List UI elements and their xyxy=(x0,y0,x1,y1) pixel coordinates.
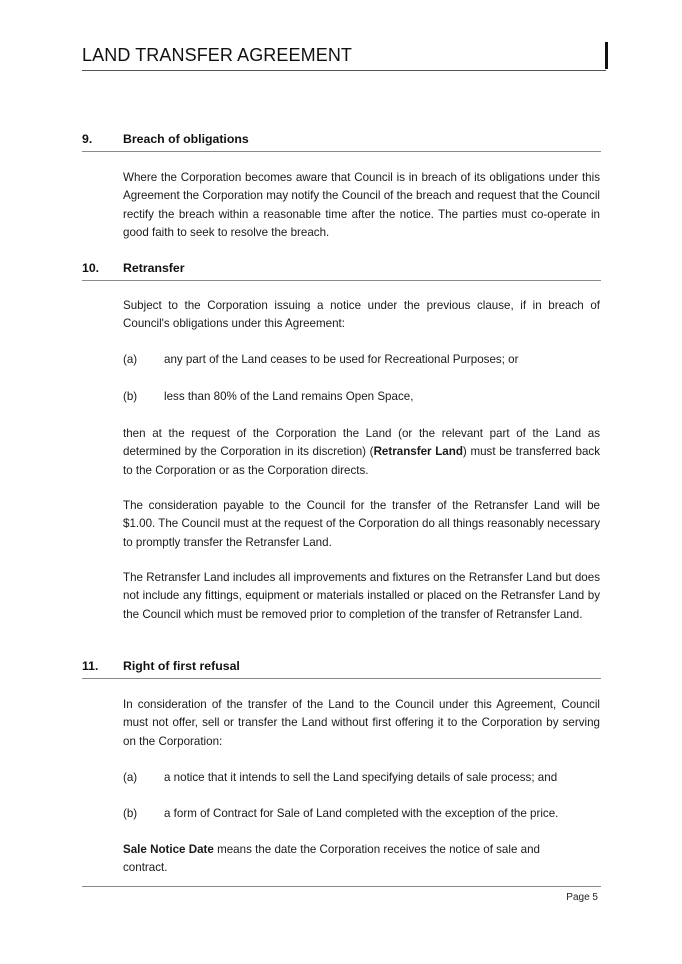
section-heading-9 xyxy=(82,132,601,152)
list-text: a notice that it intends to sell the Land specifying details of sale process; and xyxy=(164,771,558,784)
section-number: 10. xyxy=(82,261,100,275)
clause-10-intro: Subject to the Corporation issuing a notice under the previous clause, if in breach of Council's obligations under this Agreement: xyxy=(123,299,600,331)
text-run: then at the request of the Corporation the Land (or the relevant part of the Land as determined by the Corporation in its discretion) ( xyxy=(123,427,600,459)
list-text: less than 80% of the Land remains Open Space, xyxy=(164,390,414,403)
section-title: Breach of obligations xyxy=(123,132,249,146)
list-marker: (b) xyxy=(123,807,138,820)
defined-term: Retransfer Land xyxy=(373,445,463,459)
section-title: Right of first refusal xyxy=(123,659,240,673)
clause-10-improvements-paragraph: The Retransfer Land includes all improvements and fixtures on the Retransfer Land but does not include any fittings, equipment or materials installed or placed on the Retransfer Land by the Council which must be removed prior to completion of the transfer of Retransfer Land. xyxy=(123,571,600,621)
list-marker: (a) xyxy=(123,771,138,784)
section-number: 11. xyxy=(82,659,99,673)
footer-divider xyxy=(82,886,601,887)
section-number: 9. xyxy=(82,132,93,146)
clause-10-retransfer-paragraph xyxy=(123,425,600,480)
section-title: Retransfer xyxy=(123,261,185,275)
list-text: any part of the Land ceases to be used for Recreational Purposes; or xyxy=(164,353,519,366)
clause-9-paragraph: Where the Corporation becomes aware that Council is in breach of its obligations under this Agreement the Corporation may notify the Council of the breach and request that the Council rectify the breach within a reasonable time after the notice. The parties must co-operate in good faith to seek to resolve the breach. xyxy=(123,171,600,240)
header-margin-bar xyxy=(605,42,608,69)
list-text: a form of Contract for Sale of Land completed with the exception of the price. xyxy=(164,807,559,820)
list-marker: (b) xyxy=(123,390,138,403)
defined-term: Sale Notice Date xyxy=(123,843,214,856)
sale-notice-date-definition xyxy=(123,841,563,878)
clause-10-consideration-paragraph: The consideration payable to the Council for the transfer of the Retransfer Land will be $1.00. The Council must at the request of the Corporation do all things reasonably necessary to promptly transfer the Retransfer Land. xyxy=(123,499,600,549)
section-heading-10 xyxy=(82,261,601,281)
page-header xyxy=(82,44,606,71)
text-run: ) must be transferred back to the Corporation or as the Corporation directs. xyxy=(123,445,601,477)
list-marker: (a) xyxy=(123,353,138,366)
document-title: LAND TRANSFER AGREEMENT xyxy=(82,45,353,65)
section-heading-11 xyxy=(82,659,601,679)
definition-text: means the date the Corporation receives the notice of sale and contract. xyxy=(123,843,540,875)
page-number: Page 5 xyxy=(566,892,598,903)
clause-11-intro: In consideration of the transfer of the Land to the Council under this Agreement, Council must not offer, sell or transfer the Land without first offering it to the Corporation by serving on the Corporation: xyxy=(123,698,600,748)
